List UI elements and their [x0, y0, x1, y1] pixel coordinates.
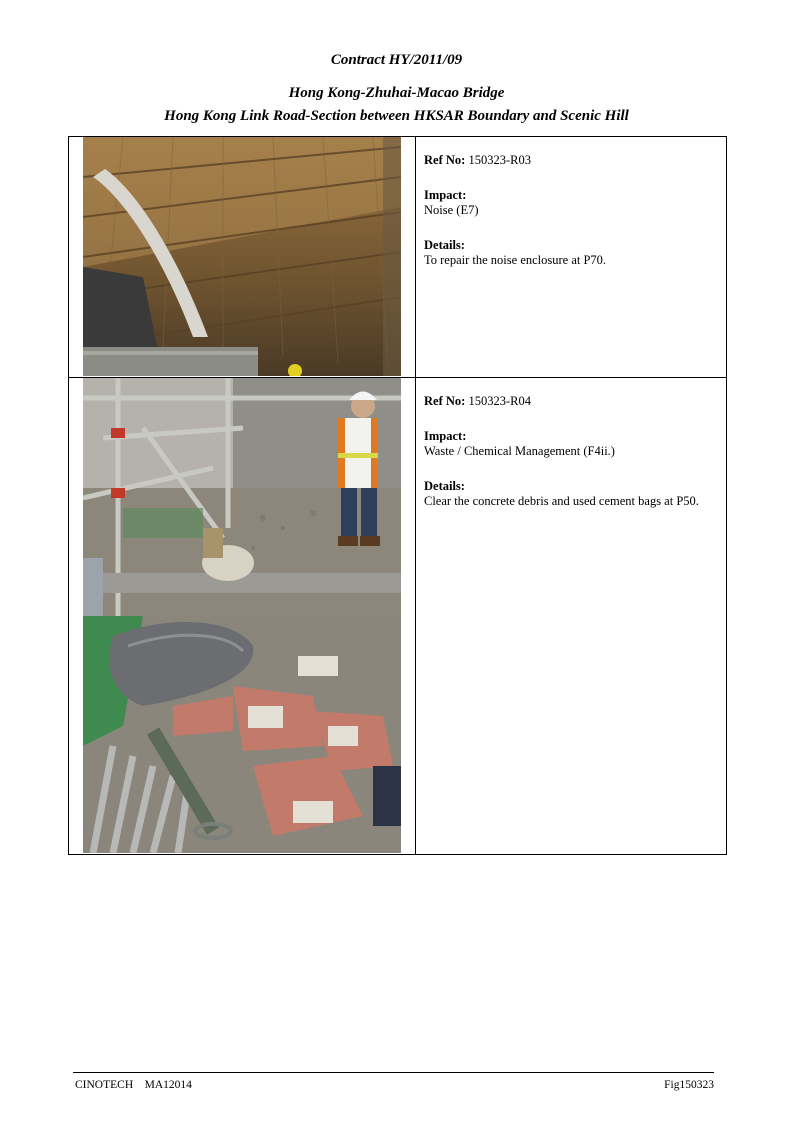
impact-label: Impact: [424, 429, 467, 443]
project-title: Hong Kong-Zhuhai-Macao Bridge [288, 85, 505, 101]
footer-left: CINOTECH MA12014 [75, 1079, 192, 1091]
ref-value: 150323-R03 [468, 153, 531, 167]
table-row [69, 137, 726, 378]
table-row [69, 378, 726, 854]
record-info [424, 153, 724, 268]
ref-label: Ref No: [424, 394, 466, 408]
footer-rule [73, 1072, 714, 1073]
details-value: Clear the concrete debris and used cement bags at P50. [424, 494, 699, 508]
record-info [424, 394, 724, 509]
footer-right: Fig150323 [664, 1079, 714, 1091]
photo-debris-cement-bags [83, 616, 401, 853]
photo-noise-enclosure [83, 137, 401, 376]
record-table [68, 136, 727, 855]
ref-value: 150323-R04 [468, 394, 531, 408]
contract-title: Contract HY/2011/09 [330, 52, 463, 68]
details-label: Details: [424, 238, 465, 252]
details-label: Details: [424, 479, 465, 493]
impact-value: Waste / Chemical Management (F4ii.) [424, 444, 615, 458]
photo-scaffold-site [83, 378, 401, 616]
details-value: To repair the noise enclosure at P70. [424, 253, 607, 267]
section-title: Hong Kong Link Road-Section between HKSAR Boundary and Scenic Hill [164, 108, 629, 124]
ref-label: Ref No: [424, 153, 466, 167]
impact-value: Noise (E7) [424, 203, 479, 217]
impact-label: Impact: [424, 188, 467, 202]
